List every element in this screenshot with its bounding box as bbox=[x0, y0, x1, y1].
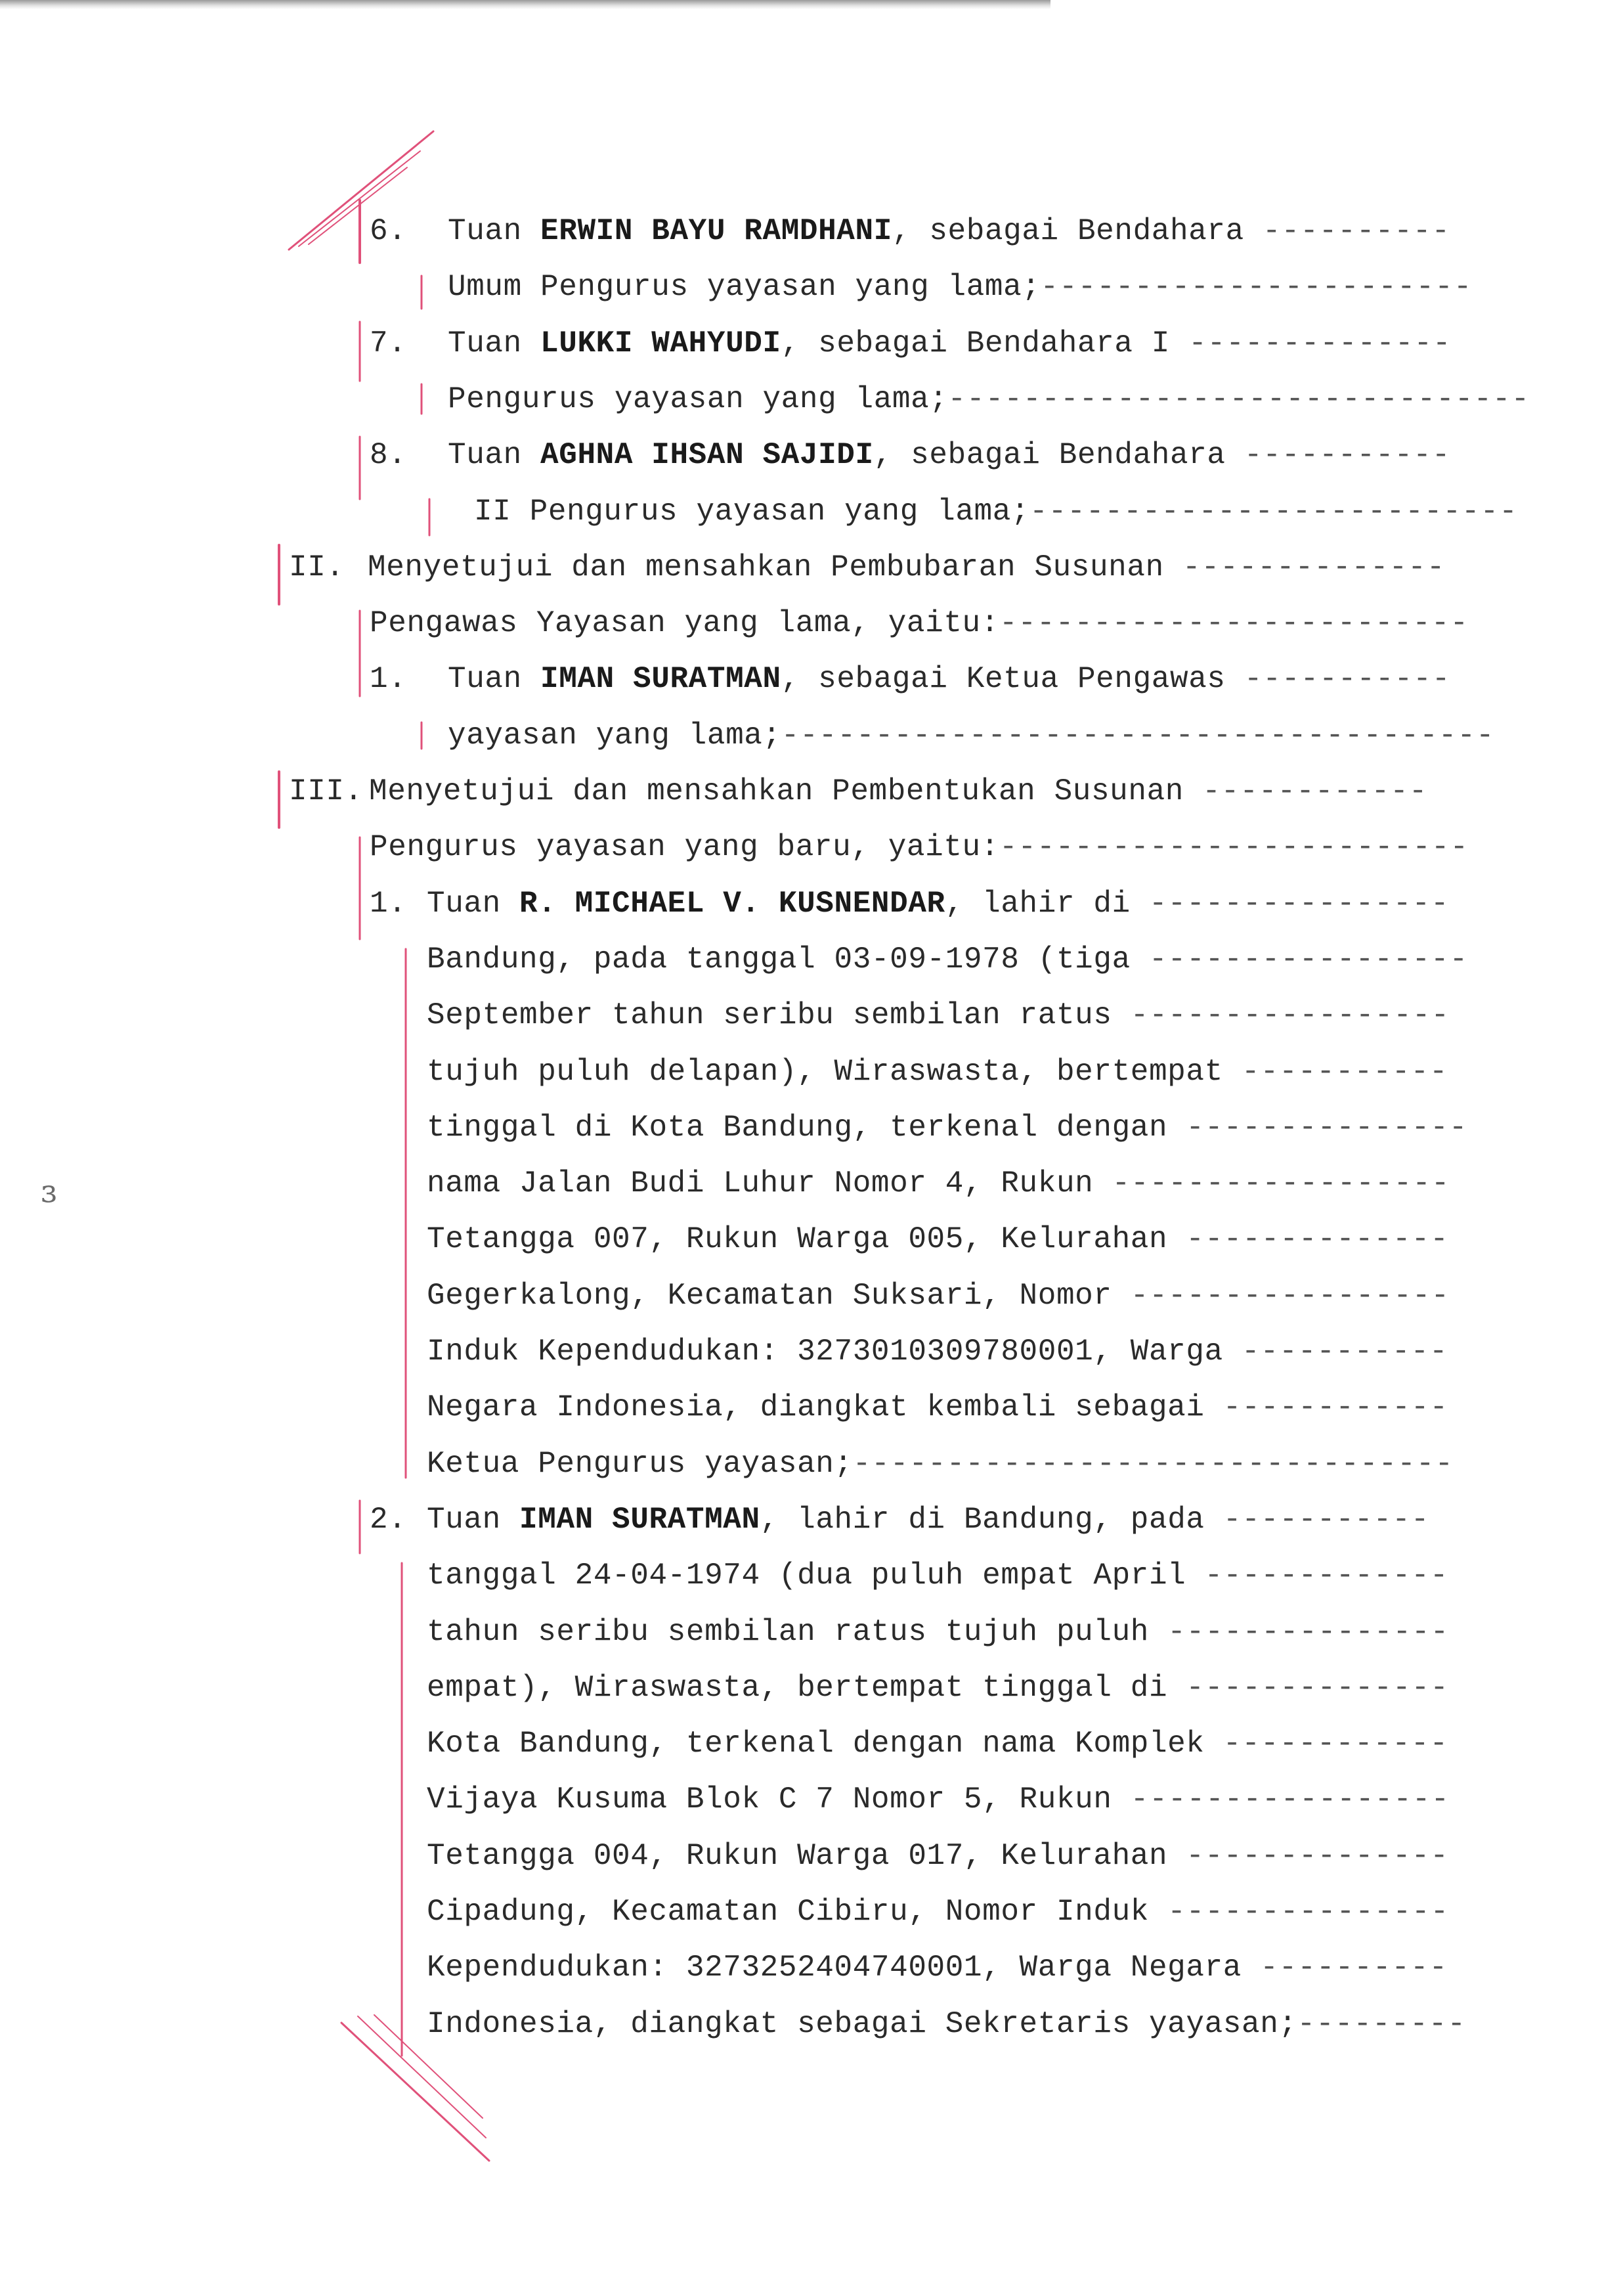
filler-dashes: -------------- bbox=[1186, 1839, 1449, 1873]
filler-dashes: ----------- bbox=[1242, 1055, 1448, 1089]
filler-dashes: ------------------ bbox=[1112, 1166, 1450, 1201]
text-line bbox=[427, 884, 1450, 923]
text-line bbox=[427, 1948, 1448, 1987]
text-line bbox=[427, 1332, 1448, 1371]
text-line bbox=[370, 828, 1469, 867]
filler-dashes: ----------------------- bbox=[1040, 270, 1473, 304]
filler-dashes: ----------- bbox=[1223, 1503, 1430, 1537]
text-segment: Menyetujui dan mensahkan Pembubaran Susunan bbox=[368, 550, 1182, 585]
text-line bbox=[427, 1892, 1449, 1932]
person-name: LUKKI WAHYUDI bbox=[540, 326, 781, 361]
text-segment: nama Jalan Budi Luhur Nomor 4, Rukun bbox=[427, 1166, 1112, 1201]
text-segment: Kependudukan: 3273252404740001, Warga Negara bbox=[427, 1951, 1261, 1985]
text-segment: Tetangga 004, Rukun Warga 017, Kelurahan bbox=[427, 1839, 1186, 1873]
filler-dashes: -------------- bbox=[1186, 1222, 1449, 1256]
text-line bbox=[369, 772, 1427, 811]
text-line bbox=[368, 548, 1445, 587]
text-line bbox=[474, 492, 1518, 531]
text-segment: tinggal di Kota Bandung, terkenal dengan bbox=[427, 1111, 1186, 1145]
text-line bbox=[448, 659, 1450, 699]
person-name: AGHNA IHSAN SAJIDI bbox=[540, 438, 874, 472]
filler-dashes: --------------- bbox=[1167, 1615, 1450, 1649]
text-segment: Cipadung, Kecamatan Cibiru, Nomor Induk bbox=[427, 1895, 1168, 1929]
text-segment: Tuan bbox=[427, 1503, 520, 1537]
filler-dashes: ----------------- bbox=[1130, 998, 1450, 1032]
text-line bbox=[427, 1052, 1448, 1092]
text-segment: Gegerkalong, Kecamatan Suksari, Nomor bbox=[427, 1279, 1131, 1313]
text-segment: Bandung, pada tanggal 03-09-1978 (tiga bbox=[427, 942, 1149, 977]
filler-dashes: ------------ bbox=[1202, 774, 1428, 808]
text-line bbox=[448, 380, 1530, 419]
text-line bbox=[427, 1836, 1449, 1876]
text-line bbox=[427, 1108, 1467, 1147]
text-segment: , lahir di bbox=[945, 887, 1149, 921]
filler-dashes: --------- bbox=[1297, 2007, 1467, 2041]
text-segment: Tuan bbox=[448, 326, 541, 361]
text-segment: Kota Bandung, terkenal dengan nama Komplek bbox=[427, 1727, 1223, 1761]
text-segment: tanggal 24-04-1974 (dua puluh empat April bbox=[427, 1558, 1205, 1593]
filler-dashes: ------------ bbox=[1223, 1727, 1449, 1761]
text-segment: Tuan bbox=[448, 662, 541, 696]
person-name: IMAN SURATMAN bbox=[519, 1503, 760, 1537]
text-line bbox=[427, 1444, 1454, 1484]
text-line bbox=[427, 2004, 1466, 2044]
filler-dashes: ----------- bbox=[1244, 662, 1451, 696]
text-line bbox=[427, 1164, 1450, 1203]
filler-dashes: ------------- bbox=[1204, 1558, 1449, 1593]
item-number: 7. bbox=[370, 326, 407, 361]
text-line bbox=[427, 940, 1468, 979]
item-number: 8. bbox=[370, 438, 407, 472]
item-number: 2. bbox=[370, 1503, 407, 1537]
item-number: 1. bbox=[370, 887, 407, 921]
text-segment: Tetangga 007, Rukun Warga 005, Kelurahan bbox=[427, 1222, 1186, 1256]
filler-dashes: ---------- bbox=[1260, 1951, 1448, 1985]
text-segment: Pengurus yayasan yang baru, yaitu: bbox=[370, 830, 999, 864]
text-line bbox=[448, 211, 1450, 251]
text-line bbox=[427, 1388, 1448, 1427]
text-line bbox=[427, 1276, 1450, 1315]
filler-dashes: -------------------------------- bbox=[852, 1447, 1454, 1481]
text-line bbox=[448, 716, 1495, 755]
text-segment: tahun seribu sembilan ratus tujuh puluh bbox=[427, 1615, 1168, 1649]
text-segment: , sebagai Bendahara I bbox=[781, 326, 1189, 361]
text-segment: II Pengurus yayasan yang lama; bbox=[474, 495, 1030, 529]
text-segment: Tuan bbox=[448, 438, 541, 472]
filler-dashes: ----------- bbox=[1244, 438, 1451, 472]
text-line bbox=[448, 267, 1472, 307]
text-line bbox=[427, 1612, 1449, 1652]
filler-dashes: --------------- bbox=[1186, 1111, 1468, 1145]
filler-dashes: -------------- bbox=[1188, 326, 1452, 361]
text-line bbox=[427, 1668, 1449, 1708]
item-number: 1. bbox=[370, 662, 407, 696]
filler-dashes: ----------------- bbox=[1130, 1782, 1450, 1817]
text-line bbox=[427, 1500, 1429, 1539]
text-segment: September tahun seribu sembilan ratus bbox=[427, 998, 1131, 1032]
filler-dashes: ----------- bbox=[1242, 1335, 1448, 1369]
filler-dashes: ------------------------------- bbox=[947, 382, 1530, 416]
text-segment: Induk Kependudukan: 3273010309780001, Warga bbox=[427, 1335, 1242, 1369]
text-line bbox=[427, 1220, 1449, 1259]
text-line bbox=[427, 1556, 1448, 1595]
filler-dashes: ------------------------- bbox=[999, 606, 1469, 640]
item-number: II. bbox=[289, 550, 345, 585]
text-line bbox=[427, 1724, 1448, 1763]
text-line bbox=[370, 604, 1469, 643]
text-segment: Pengurus yayasan yang lama; bbox=[448, 382, 948, 416]
text-line bbox=[427, 996, 1450, 1035]
text-segment: Tuan bbox=[448, 214, 541, 248]
filler-dashes: -------------- bbox=[1186, 1671, 1449, 1705]
filler-dashes: ------------ bbox=[1223, 1390, 1449, 1424]
filler-dashes: ----------------- bbox=[1148, 942, 1469, 977]
text-segment: tujuh puluh delapan), Wiraswasta, bertempat bbox=[427, 1055, 1242, 1089]
text-segment: , lahir di Bandung, pada bbox=[760, 1503, 1223, 1537]
filler-dashes: --------------- bbox=[1167, 1895, 1450, 1929]
text-segment: Vijaya Kusuma Blok C 7 Nomor 5, Rukun bbox=[427, 1782, 1131, 1817]
filler-dashes: -------------------------------------- bbox=[781, 718, 1495, 753]
filler-dashes: ----------------- bbox=[1130, 1279, 1450, 1313]
text-line bbox=[448, 435, 1450, 475]
filler-dashes: ---------------- bbox=[1148, 887, 1450, 921]
item-number: 6. bbox=[370, 214, 407, 248]
text-segment: Indonesia, diangkat sebagai Sekretaris yayasan; bbox=[427, 2007, 1297, 2041]
filler-dashes: -------------------------- bbox=[1029, 495, 1518, 529]
text-segment: empat), Wiraswasta, bertempat tinggal di bbox=[427, 1671, 1186, 1705]
text-segment: , sebagai Bendahara bbox=[892, 214, 1263, 248]
filler-dashes: -------------- bbox=[1182, 550, 1446, 585]
text-segment: yayasan yang lama; bbox=[448, 718, 781, 753]
text-line bbox=[448, 324, 1452, 363]
person-name: ERWIN BAYU RAMDHANI bbox=[540, 214, 892, 248]
text-segment: , sebagai Bendahara bbox=[873, 438, 1244, 472]
text-segment: Pengawas Yayasan yang lama, yaitu: bbox=[370, 606, 999, 640]
text-segment: Menyetujui dan mensahkan Pembentukan Susunan bbox=[369, 774, 1203, 808]
item-number: III. bbox=[289, 774, 363, 808]
text-segment: Umum Pengurus yayasan yang lama; bbox=[448, 270, 1041, 304]
person-name: R. MICHAEL V. KUSNENDAR bbox=[519, 887, 945, 921]
text-segment: Negara Indonesia, diangkat kembali sebagai bbox=[427, 1390, 1223, 1424]
text-segment: Tuan bbox=[427, 887, 520, 921]
margin-stray-mark: ɜ bbox=[41, 1173, 57, 1210]
text-segment: Ketua Pengurus yayasan; bbox=[427, 1447, 853, 1481]
filler-dashes: ------------------------- bbox=[999, 830, 1469, 864]
text-segment: , sebagai Ketua Pengawas bbox=[781, 662, 1244, 696]
filler-dashes: ---------- bbox=[1263, 214, 1451, 248]
text-line bbox=[427, 1780, 1450, 1819]
person-name: IMAN SURATMAN bbox=[540, 662, 781, 696]
